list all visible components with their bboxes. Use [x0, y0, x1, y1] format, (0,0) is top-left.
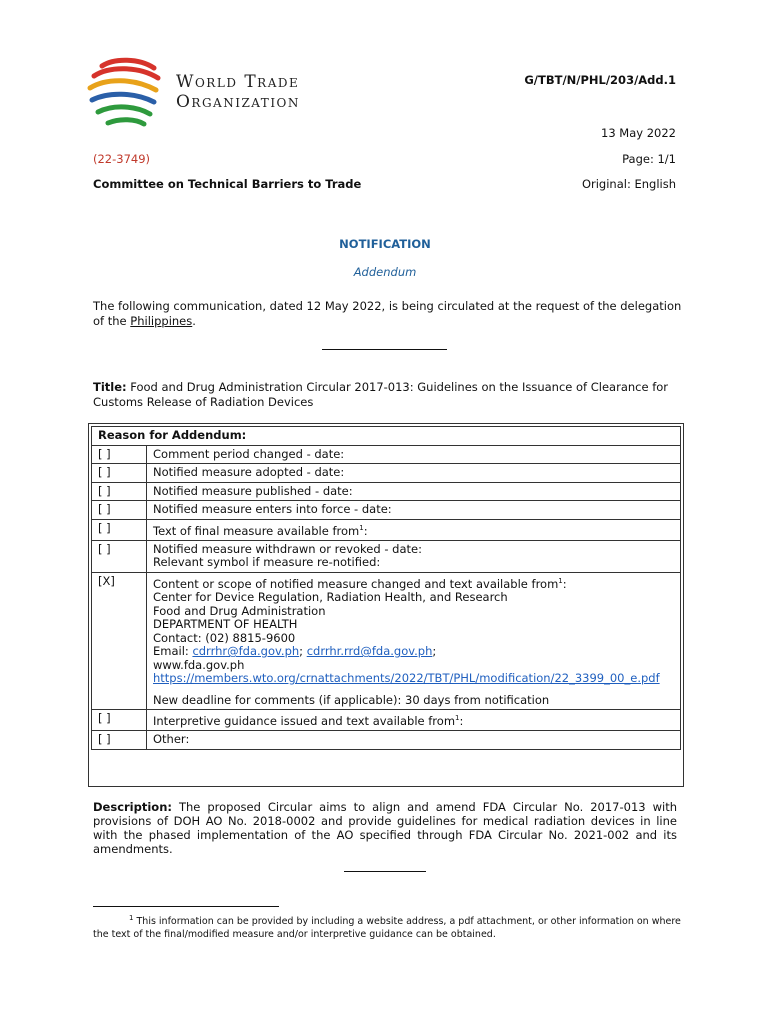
table-row	[92, 731, 681, 750]
notification-subtitle: Addendum	[353, 265, 417, 279]
footnote-ref: 1	[455, 714, 460, 723]
footnote-text: This information can be provided by including a website address, a pdf attachment, or other information on where the text of the final/modified measure and/or interpretive guidance can be obtained.	[93, 916, 681, 941]
reasons-table	[91, 426, 681, 750]
reason-text: Comment period changed - date:	[147, 445, 681, 464]
reason-text: Notified measure adopted - date:	[147, 464, 681, 483]
checkbox-mark: [ ]	[92, 710, 147, 731]
table-row	[92, 540, 681, 572]
email-separator: ;	[299, 644, 307, 659]
document-number: (22-3749)	[93, 152, 151, 166]
wto-emblem-icon	[84, 56, 168, 132]
table-row	[92, 482, 681, 501]
checkbox-mark: [ ]	[92, 501, 147, 520]
reason-text: Text of final measure available from	[153, 523, 360, 538]
notification-title: NOTIFICATION	[339, 237, 431, 251]
reason-text: Interpretive guidance issued and text available from	[153, 713, 456, 728]
checkbox-mark: [ ]	[92, 540, 147, 572]
reason-text: Other:	[147, 731, 681, 750]
intro-text: The following communication, dated 12 May 2022, is being circulated at the request of the delegation of the	[93, 299, 682, 328]
title-label: Title:	[93, 380, 127, 394]
reason-cell	[147, 572, 681, 709]
reason-cell: Text of final measure available from$^1$:	[147, 519, 681, 540]
reason-text: Notified measure enters into force - date:	[147, 501, 681, 520]
table-row	[92, 464, 681, 483]
separator-rule	[322, 349, 447, 350]
deadline-text: New deadline for comments (if applicable): 30 days from notification	[153, 692, 550, 707]
agency-line3: DEPARTMENT OF HEALTH	[153, 617, 298, 632]
table-row	[92, 501, 681, 520]
email-line	[153, 645, 674, 659]
footnote	[93, 912, 693, 941]
email-end: ;	[432, 644, 437, 659]
description-label: Description:	[93, 800, 172, 814]
table-row	[92, 445, 681, 464]
org-name-line1: World Trade	[176, 72, 300, 92]
measure-title	[93, 380, 683, 410]
document-date: 13 May 2022	[601, 126, 676, 140]
agency-line1: Center for Device Regulation, Radiation Health, and Research	[153, 590, 508, 605]
checkbox-mark: [ ]	[92, 464, 147, 483]
agency-line2: Food and Drug Administration	[153, 603, 326, 618]
intro-end: .	[192, 314, 196, 328]
table-row	[92, 519, 681, 540]
checkbox-mark-checked: [X]	[92, 572, 147, 709]
reason-subtext: Relevant symbol if measure re-notified:	[153, 555, 381, 570]
table-header-row	[92, 427, 681, 446]
email-link-2[interactable]: cdrrhr.rrd@fda.gov.ph	[306, 644, 433, 659]
reason-text: Content or scope of notified measure changed and text available from	[153, 576, 559, 591]
reasons-header: Reason for Addendum:	[92, 427, 681, 446]
table-row	[92, 710, 681, 731]
reason-cell: Interpretive guidance issued and text available from$^1$:	[147, 710, 681, 731]
title-text: Food and Drug Administration Circular 2017-013: Guidelines on the Issuance of Clearance for Customs Release of Radiation Devices	[93, 380, 669, 409]
website-text: www.fda.gov.ph	[153, 657, 245, 672]
committee-name: Committee on Technical Barriers to Trade	[93, 177, 362, 191]
reason-text: Notified measure published - date:	[147, 482, 681, 501]
original-language: Original: English	[581, 177, 676, 191]
reason-cell	[147, 540, 681, 572]
reason-line: Content or scope of notified measure changed and text available from$^1$:	[153, 576, 567, 591]
attachment-link[interactable]: https://members.wto.org/crnattachments/2022/TBT/PHL/modification/22_3399_00_e.pdf	[153, 671, 660, 686]
page-number: Page: 1/1	[622, 152, 676, 166]
member-name: Philippines	[130, 314, 193, 328]
reason-text: Notified measure withdrawn or revoked - date:	[153, 541, 422, 556]
checkbox-mark: [ ]	[92, 445, 147, 464]
wto-logo	[84, 56, 334, 132]
description-text: The proposed Circular aims to align and amend FDA Circular No. 2017-013 with provisions of DOH AO No. 2018-0002 and provide guidelines for medical radiation devices in line with the phased implementation of the AO specified through FDA Circular No. 2021-002 and its amendments.	[93, 800, 677, 856]
footnote-separator	[93, 906, 279, 907]
description-paragraph	[93, 800, 677, 856]
document-symbol: G/TBT/N/PHL/203/Add.1	[524, 73, 676, 87]
intro-paragraph	[93, 299, 683, 329]
checkbox-mark: [ ]	[92, 519, 147, 540]
footnote-ref: 1	[558, 576, 563, 585]
footnote-indent	[93, 916, 133, 927]
contact-phone: Contact: (02) 8815-9600	[153, 630, 296, 645]
email-link-1[interactable]: cdrrhr@fda.gov.ph	[192, 644, 300, 659]
checkbox-mark: [ ]	[92, 731, 147, 750]
table-row-content-changed	[92, 572, 681, 709]
end-rule	[344, 871, 426, 872]
wto-logo-text	[176, 72, 300, 112]
email-label: Email:	[153, 644, 193, 659]
footnote-mark: 1	[129, 914, 134, 922]
org-name-line2: Organization	[176, 92, 300, 112]
footnote-ref: 1	[359, 523, 364, 532]
checkbox-mark: [ ]	[92, 482, 147, 501]
